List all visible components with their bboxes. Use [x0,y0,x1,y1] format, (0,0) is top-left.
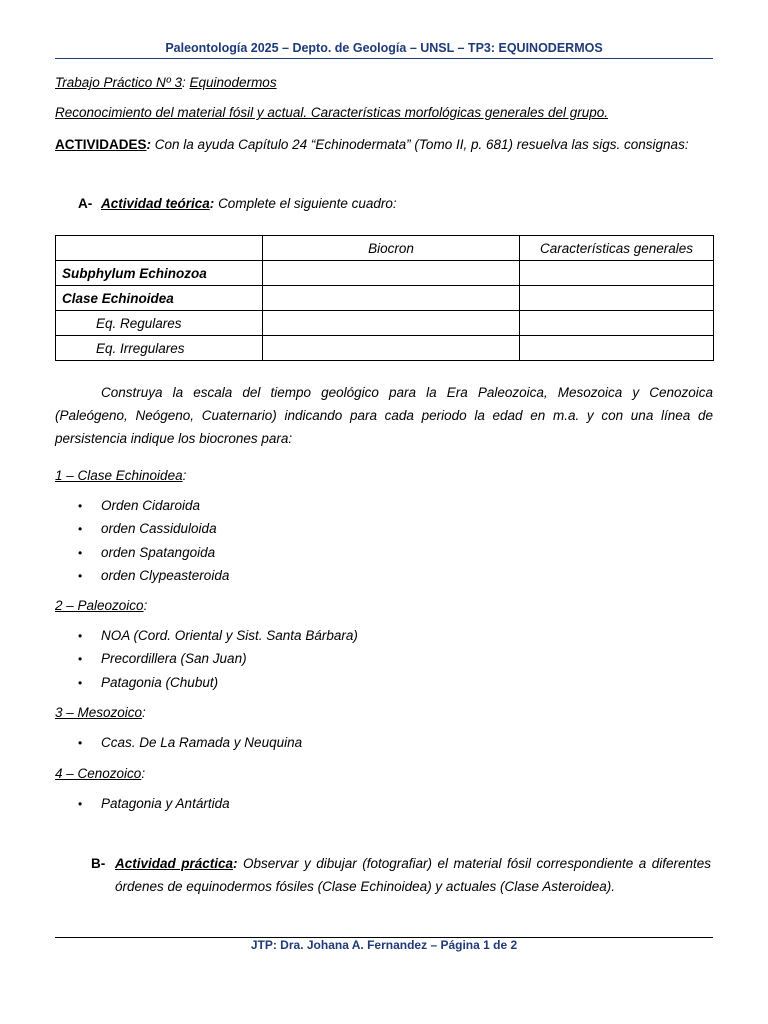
section-a-text: Complete el siguiente cuadro: [218,196,397,211]
header-rule [55,58,713,59]
list-item: • Ccas. De La Ramada y Neuquina [78,735,303,750]
row-caracteristicas-cell [520,336,714,361]
table-row [56,311,714,336]
page-header: Paleontología 2025 – Depto. de Geología – UNSL – TP3: EQUINODERMOS [165,41,603,55]
activities-sep: : [146,137,152,152]
row-label: Eq. Regulares [56,311,263,336]
group-heading: 1 – Clase Echinoidea: [55,468,187,483]
section-a-marker: A- [78,196,93,211]
section-b-sep: : [233,856,238,871]
bullet-icon: • [78,522,83,536]
section-a-sep: : [209,196,215,211]
table-header-caracteristicas: Características generales [520,236,714,261]
table-row [56,336,714,361]
list-item: • Patagonia y Antártida [78,796,230,811]
row-biocron-cell [263,261,520,286]
tp-label: Trabajo Práctico Nº 3 [55,75,182,90]
row-caracteristicas-cell [520,261,714,286]
tp-title-line [55,75,713,90]
list-item: • Orden Cidaroida [78,498,201,513]
table-header-biocron: Biocron [263,236,520,261]
row-caracteristicas-cell [520,311,714,336]
bullet-icon: • [78,676,83,690]
row-biocron-cell [263,336,520,361]
activities-paragraph [55,133,713,156]
table-header-cell [56,236,263,261]
bullet-icon: • [78,629,83,643]
section-b-label: Actividad práctica [115,856,234,871]
group-heading: 3 – Mesozoico: [55,705,146,720]
activities-text: Con la ayuda Capítulo 24 “Echinodermata” (Tomo II, p. 681) resuelva las sigs. consignas: [154,137,689,152]
subtitle: Reconocimiento del material fósil y actual. Características morfológicas generales del grupo. [55,105,609,120]
page-footer: JTP: Dra. Johana A. Fernandez – Página 1 de 2 [250,938,518,952]
group-heading: 4 – Cenozoico: [55,766,146,781]
section-b-text: Observar y dibujar (fotografiar) el material fósil correspondiente a diferentes órdenes de equinodermos fósiles (Clase Echinoidea) y actuales (Clase Asteroidea). [115,856,711,894]
list-item: • Precordillera (San Juan) [78,651,247,666]
row-caracteristicas-cell [520,286,714,311]
bullet-icon: • [78,736,83,750]
table-row [56,261,714,286]
section-a-line [78,196,678,211]
table-row [56,286,714,311]
activities-label: ACTIVIDADES [55,137,147,152]
group-heading: 2 – Paleozoico: [55,598,148,613]
row-biocron-cell [263,286,520,311]
section-b-paragraph [91,852,711,898]
list-item: • orden Spatangoida [78,545,216,560]
instructions-paragraph: Construya la escala del tiempo geológico para la Era Paleozoica, Mesozoica y Cenozoica (Paleógeno, Neógeno, Cuaternario) indicando para cada periodo la edad en m.a. y con una línea de persistencia indique los biocrones para: [55,385,713,446]
list-item: • orden Clypeasteroida [78,568,230,583]
section-a-label: Actividad teórica [101,196,210,211]
bullet-icon: • [78,652,83,666]
bullet-icon: • [78,499,83,513]
tp-sep: : [181,75,186,90]
row-label: Subphylum Echinozoa [56,261,263,286]
list-item: • orden Cassiduloida [78,521,217,536]
tp-topic: Equinodermos [189,75,277,90]
row-label: Eq. Irregulares [56,336,263,361]
bullet-icon: • [78,546,83,560]
row-biocron-cell [263,311,520,336]
bullet-icon: • [78,797,83,811]
section-b-marker: B- [91,856,106,871]
list-item: • Patagonia (Chubut) [78,675,219,690]
biocron-table [55,235,714,361]
bullet-icon: • [78,569,83,583]
table-header-row [56,236,714,261]
list-item: • NOA (Cord. Oriental y Sist. Santa Bárbara) [78,628,358,643]
row-label: Clase Echinoidea [56,286,263,311]
